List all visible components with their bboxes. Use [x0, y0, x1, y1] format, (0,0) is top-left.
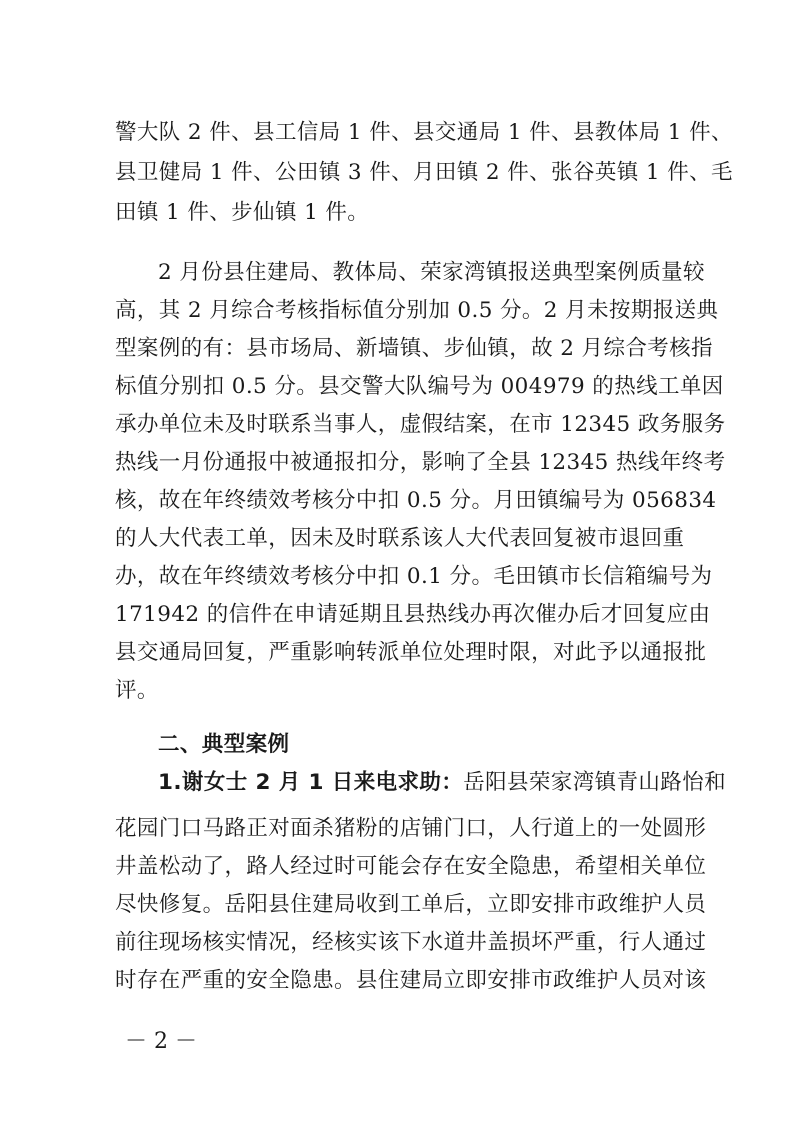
text-line: 时存在严重的安全隐患。县住建局立即安排市政维护人员对该 [115, 968, 707, 993]
text-line: 高，其 2 月综合考核指标值分别加 0.5 分。2 月未按期报送典 [115, 298, 719, 323]
case-1-first-line [158, 766, 727, 800]
text-line: 前往现场核实情况，经核实该下水道井盖损坏严重，行人通过 [115, 930, 707, 955]
text-line: 办，故在年终绩效考核分中扣 0.1 分。毛田镇市长信箱编号为 [115, 564, 713, 589]
text-line: 2 月份县住建局、教体局、荣家湾镇报送典型案例质量较 [158, 260, 705, 285]
text-line: 警大队 2 件、县工信局 1 件、县交通局 1 件、县教体局 1 件、 [115, 120, 733, 145]
text-line: 尽快修复。岳阳县住建局收到工单后，立即安排市政维护人员 [115, 892, 707, 917]
text-line: 承办单位未及时联系当事人，虚假结案，在市 12345 政务服务 [115, 412, 726, 437]
text-line: 县交通局回复，严重影响转派单位处理时限，对此予以通报批 [115, 640, 707, 665]
text-line: 的人大代表工单，因未及时联系该人大代表回复被市退回重 [115, 526, 685, 551]
text-line: 热线一月份通报中被通报扣分，影响了全县 12345 热线年终考 [115, 450, 726, 475]
page-number: － 2 － [125, 1029, 197, 1054]
text-line: 县卫健局 1 件、公田镇 3 件、月田镇 2 件、张谷英镇 1 件、毛 [115, 160, 733, 185]
text-line: 标值分别扣 0.5 分。县交警大队编号为 004979 的热线工单因 [115, 374, 724, 399]
case-1-first-line-rest: 岳阳县荣家湾镇青山路怡和 [463, 770, 727, 795]
text-line: 井盖松动了，路人经过时可能会存在安全隐患，希望相关单位 [115, 854, 707, 879]
text-line: 型案例的有：县市场局、新墙镇、步仙镇，故 2 月综合考核指 [115, 336, 713, 361]
text-line: 171942 的信件在申请延期且县热线办再次催办后才回复应由 [115, 602, 711, 627]
text-line: 田镇 1 件、步仙镇 1 件。 [115, 200, 370, 225]
text-line: 评。 [115, 678, 159, 703]
text-line: 核，故在年终绩效考核分中扣 0.5 分。月田镇编号为 056834 [115, 488, 717, 513]
case-1-lead: 1.谢女士 2 月 1 日来电求助： [158, 770, 464, 795]
text-line: 花园门口马路正对面杀猪粉的店铺门口，人行道上的一处圆形 [115, 816, 707, 841]
section-heading: 二、典型案例 [158, 732, 290, 757]
